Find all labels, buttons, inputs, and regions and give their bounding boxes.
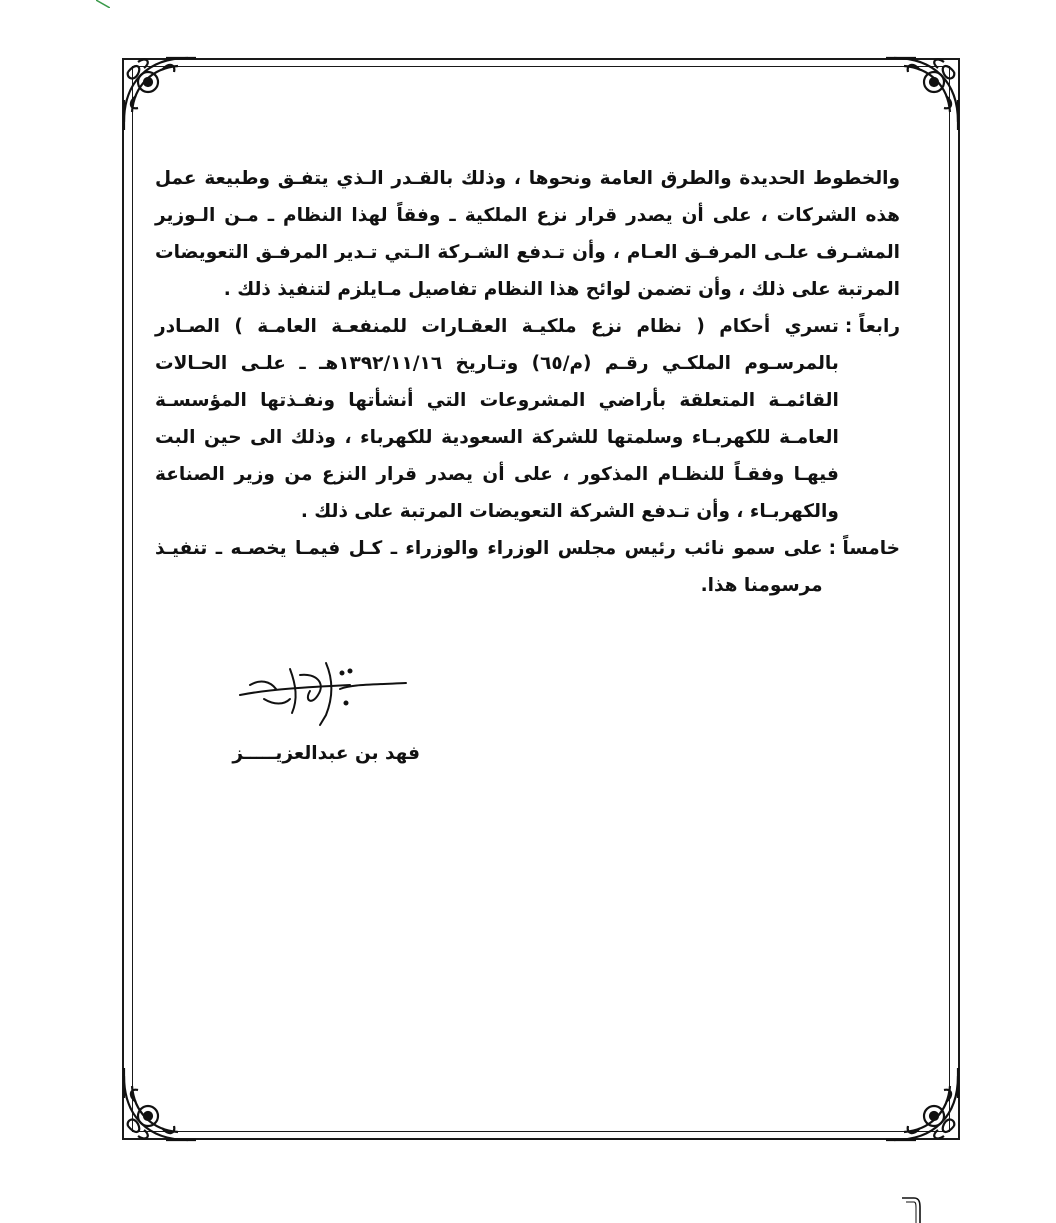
ornament-corner-top-left-icon	[118, 52, 198, 132]
ornament-corner-bottom-right-icon	[884, 1066, 964, 1146]
signer-name: فهد بن عبدالعزيـــــز	[232, 743, 420, 764]
item-four-text: تسري أحكام ( نظام نزع ملكيـة العقـارات للمنفعـة العامـة ) الصـادر بالمرسـوم الملكـي رقـم (م/٦٥) وتـاريخ ١٣٩٢/١١/١٦هـ ـ علـى الحـالات القائمـة المتعلقة بأراضي المشروعات التي أنشأتها ونفـذتها المؤسسـة العامـة للكهربـاء وسلمتها للشركة السعودية للكهرباء ، وذلك الى حين البت فيهـا وفقـاً للنظـام المذكور ، على أن يصدر قرار النزع من وزير الصناعة والكهربـاء ، وأن تـدفع الشركة التعويضات المرتبة على ذلك .	[155, 316, 839, 522]
document-body	[155, 160, 900, 604]
ornament-corner-bottom-left-icon	[118, 1066, 198, 1146]
handwritten-signature-icon	[230, 655, 410, 735]
signature-block	[200, 655, 420, 795]
continuation-paragraph: والخطوط الحديدة والطرق العامة ونحوها ، وذلك بالقـدر الـذي يتفـق وطبيعة عمل هذه الشركات ، على أن يصدر قرار نزع الملكية ـ وفقاً لهذا النظام ـ مـن الـوزير المشـرف علـى المرفـق العـام ، وأن تـدفع الشـركة الـتي تـدير المرفـق التعويضات المرتبة على ذلك ، وأن تضمن لوائح هذا النظام تفاصيل مـايلزم لتنفيذ ذلك .	[155, 168, 900, 300]
green-corner-mark-icon	[96, 0, 110, 8]
item-four-label: رابعاً :	[844, 316, 900, 337]
item-five	[155, 530, 900, 604]
ornament-corner-top-right-icon	[884, 52, 964, 132]
item-five-text: على سمو نائب رئيس مجلس الوزراء والوزراء ـ كـل فيمـا يخصـه ـ تنفيـذ مرسومنا هذا.	[155, 538, 823, 596]
page-corner-mark-icon	[900, 1196, 924, 1223]
item-four	[155, 308, 900, 530]
item-five-label: خامساً :	[828, 538, 900, 559]
